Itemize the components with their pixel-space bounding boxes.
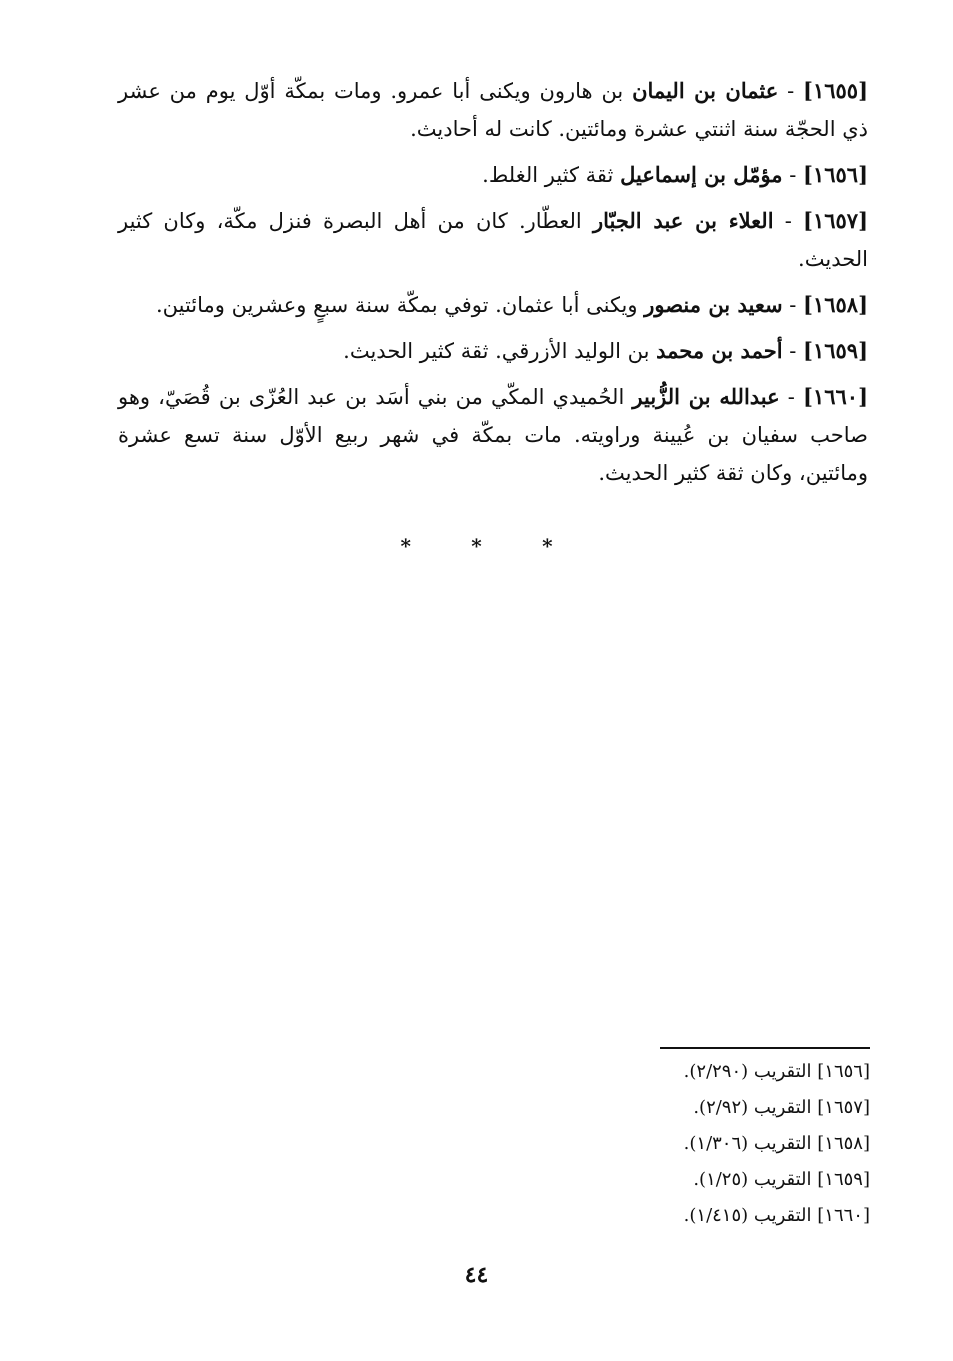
separator-star: * bbox=[400, 534, 411, 558]
page-number: ٤٤ bbox=[464, 1262, 489, 1288]
entry-name: مؤمّل بن إسماعيل bbox=[620, 162, 783, 187]
entry-text: ويكنى أبا عثمان. توفي بمكّة سنة سبعٍ وعشرين ومائتين. bbox=[155, 293, 638, 317]
entry-text: الحُميدي المكّي من بني أسَد بن عبد العُزّى بن قُصَيّ، وهو صاحب سفيان بن عُيينة وراويته. مات بمكّة في شهر ربيع الأوّل سنة تسع عشرة ومائتين، وكان ثقة كثير الحديث. bbox=[118, 385, 868, 485]
entry-number: [١٦٥٨] bbox=[803, 292, 868, 317]
entry-1658: [١٦٥٨] - سعيد بن منصور ويكنى أبا عثمان. توفي بمكّة سنة سبعٍ وعشرين ومائتين. bbox=[155, 292, 868, 317]
separator-star: * bbox=[471, 534, 482, 558]
footnote-1657: [١٦٥٧] التقريب (٢/٩٢). bbox=[693, 1097, 870, 1118]
entry-number: [١٦٥٦] bbox=[803, 162, 868, 187]
separator-star: * bbox=[542, 534, 553, 558]
entry-text: ثقة كثير الغلط. bbox=[482, 163, 614, 187]
body-text bbox=[118, 72, 868, 500]
section-separator bbox=[0, 534, 953, 558]
entry-1660: [١٦٦٠] - عبدالله بن الزُّبير الحُميدي المكّي من بني أسَد بن عبد العُزّى بن قُصَيّ، وهو صاحب سفيان بن عُيينة وراويته. مات بمكّة في شهر ربيع الأوّل سنة تسع عشرة ومائتين، وكان ثقة كثير الحديث. bbox=[118, 384, 869, 485]
entry-name: عبدالله بن الزُّبير bbox=[632, 384, 780, 409]
entry-text: بن الوليد الأزرقي. ثقة كثير الحديث. bbox=[343, 339, 650, 363]
entry-number: [١٦٥٩] bbox=[803, 338, 868, 363]
entry-1657: [١٦٥٧] - العلاء بن عبد الجبّار العطّار. كان من أهل البصرة فنزل مكّة، وكان كثير الحديث. bbox=[118, 208, 868, 271]
entry-number: [١٦٥٥] bbox=[803, 78, 869, 103]
entry-text: العطّار. كان من أهل البصرة فنزل مكّة، وكان كثير الحديث. bbox=[118, 209, 868, 271]
entry-name: عثمان بن اليمان bbox=[632, 78, 779, 103]
entry-1659: [١٦٥٩] - أحمد بن محمد بن الوليد الأزرقي. ثقة كثير الحديث. bbox=[343, 338, 868, 363]
entry-name: العلاء بن عبد الجبّار bbox=[592, 208, 774, 233]
footnotes bbox=[560, 1054, 870, 1234]
entry-number: [١٦٥٧] bbox=[803, 208, 868, 233]
entry-number: [١٦٦٠] bbox=[803, 384, 869, 409]
entry-name: أحمد بن محمد bbox=[656, 338, 783, 363]
entry-name: سعيد بن منصور bbox=[644, 292, 783, 317]
entry-text: بن هارون ويكنى أبا عمرو. ومات بمكّة أوّل يوم من عشر ذي الحجّة سنة اثنتي عشرة ومائتين. كانت له أحاديث. bbox=[118, 79, 868, 141]
footnote-1656: [١٦٥٦] التقريب (٢/٢٩٠). bbox=[683, 1061, 870, 1082]
footnote-1660: [١٦٦٠] التقريب (١/٤١٥). bbox=[683, 1205, 870, 1226]
footnote-1658: [١٦٥٨] التقريب (١/٣٠٦). bbox=[683, 1133, 870, 1154]
entry-1655: [١٦٥٥] - عثمان بن اليمان بن هارون ويكنى أبا عمرو. ومات بمكّة أوّل يوم من عشر ذي الحجّة سنة اثنتي عشرة ومائتين. كانت له أحاديث. bbox=[118, 78, 869, 141]
footnote-1659: [١٦٥٩] التقريب (١/٢٥). bbox=[693, 1169, 870, 1190]
footnote-divider bbox=[660, 1047, 870, 1049]
entry-1656: [١٦٥٦] - مؤمّل بن إسماعيل ثقة كثير الغلط. bbox=[482, 162, 868, 187]
